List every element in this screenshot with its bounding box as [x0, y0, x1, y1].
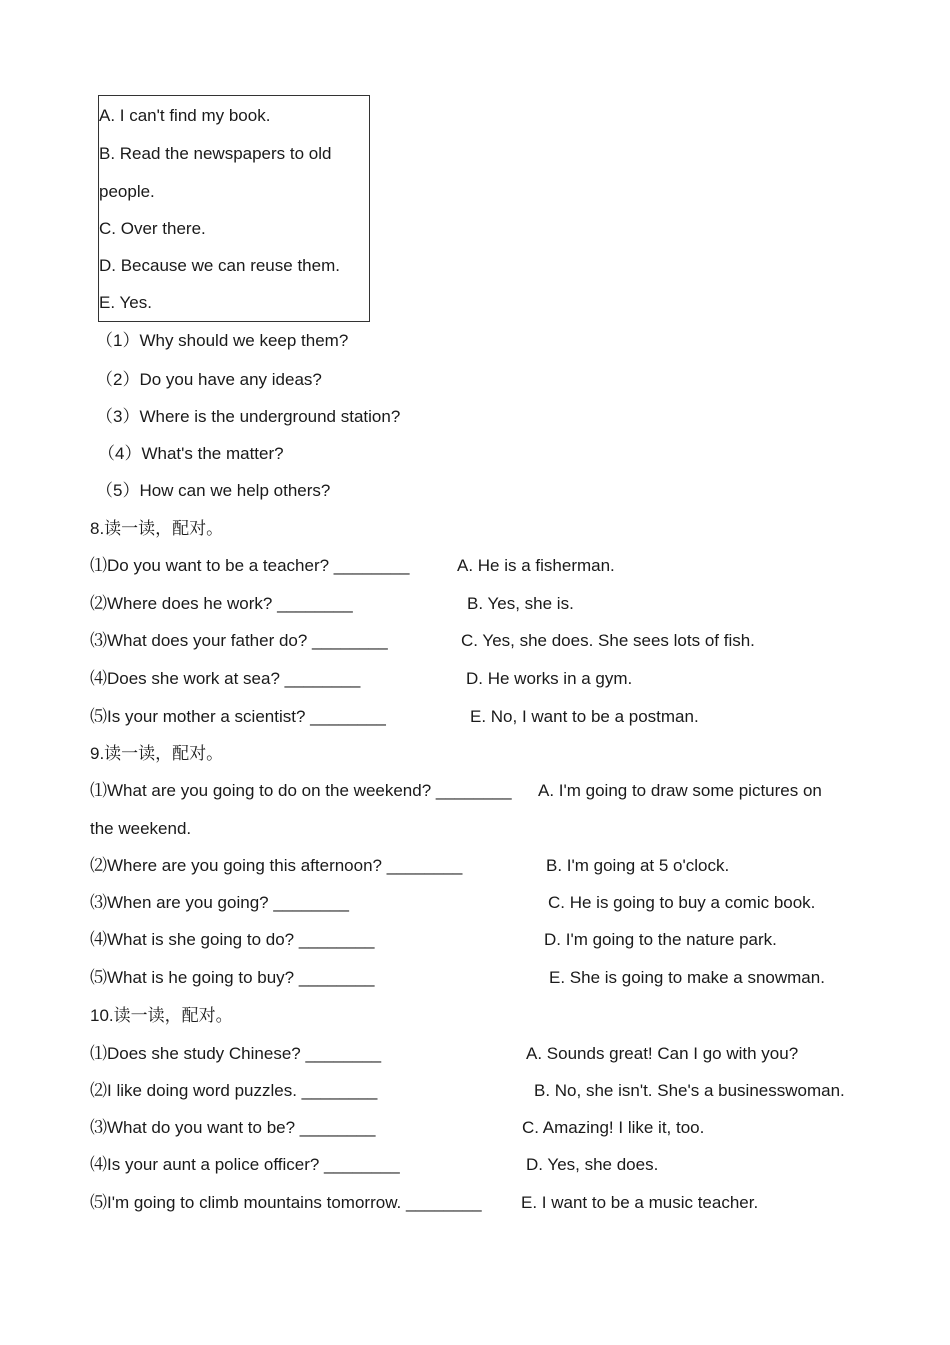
s8-question-5: ⑸Is your mother a scientist? ________	[90, 707, 386, 726]
s8-answer-d: D. He works in a gym.	[466, 669, 633, 688]
s8-question-4: ⑷Does she work at sea? ________	[90, 669, 361, 688]
s10-question-3: ⑶What do you want to be? ________	[90, 1118, 376, 1137]
s9-answer-a: A. I'm going to draw some pictures on	[538, 781, 822, 800]
option-b: B. Read the newspapers to old	[99, 144, 332, 163]
section8-heading: 8.读一读，配对。	[90, 519, 224, 538]
s7-question-2: （2）Do you have any ideas?	[96, 370, 322, 389]
s8-answer-b: B. Yes, she is.	[467, 594, 574, 613]
s9-question-5: ⑸What is he going to buy? ________	[90, 968, 375, 987]
s7-question-1: （1）Why should we keep them?	[96, 331, 349, 350]
s8-answer-c: C. Yes, she does. She sees lots of fish.	[461, 631, 755, 650]
s10-question-5: ⑸I'm going to climb mountains tomorrow. ________	[90, 1193, 482, 1212]
option-c: C. Over there.	[99, 219, 206, 238]
s9-question-4: ⑷What is she going to do? ________	[90, 930, 375, 949]
section9-heading: 9.读一读，配对。	[90, 744, 224, 763]
s10-answer-d: D. Yes, she does.	[526, 1155, 659, 1174]
s9-question-2: ⑵Where are you going this afternoon? ________	[90, 856, 463, 875]
s10-answer-a: A. Sounds great! Can I go with you?	[526, 1044, 799, 1063]
s9-answer-a-cont: the weekend.	[90, 819, 192, 838]
s10-answer-e: E. I want to be a music teacher.	[521, 1193, 759, 1212]
s10-question-4: ⑷Is your aunt a police officer? ________	[90, 1155, 400, 1174]
s7-question-4: （4）What's the matter?	[98, 444, 284, 463]
option-a: A. I can't find my book.	[99, 106, 271, 125]
s10-question-2: ⑵I like doing word puzzles. ________	[90, 1081, 378, 1100]
s9-question-1: ⑴What are you going to do on the weekend? ________	[90, 781, 512, 800]
s10-question-1: ⑴Does she study Chinese? ________	[90, 1044, 382, 1063]
s9-answer-c: C. He is going to buy a comic book.	[548, 893, 816, 912]
section10-heading: 10.读一读，配对。	[90, 1006, 233, 1025]
option-e: E. Yes.	[99, 293, 152, 312]
s10-answer-b: B. No, she isn't. She's a businesswoman.	[534, 1081, 845, 1100]
option-b-cont: people.	[99, 182, 155, 201]
s8-answer-a: A. He is a fisherman.	[457, 556, 615, 575]
s9-answer-e: E. She is going to make a snowman.	[549, 968, 825, 987]
s10-answer-c: C. Amazing! I like it, too.	[522, 1118, 705, 1137]
s8-answer-e: E. No, I want to be a postman.	[470, 707, 699, 726]
s8-question-3: ⑶What does your father do? ________	[90, 631, 388, 650]
option-d: D. Because we can reuse them.	[99, 256, 340, 275]
s7-question-3: （3）Where is the underground station?	[96, 407, 401, 426]
options-box	[98, 95, 370, 322]
s7-question-5: （5）How can we help others?	[96, 481, 331, 500]
s9-question-3: ⑶When are you going? ________	[90, 893, 349, 912]
s8-question-1: ⑴Do you want to be a teacher? ________	[90, 556, 410, 575]
s9-answer-b: B. I'm going at 5 o'clock.	[546, 856, 730, 875]
s8-question-2: ⑵Where does he work? ________	[90, 594, 353, 613]
s9-answer-d: D. I'm going to the nature park.	[544, 930, 777, 949]
